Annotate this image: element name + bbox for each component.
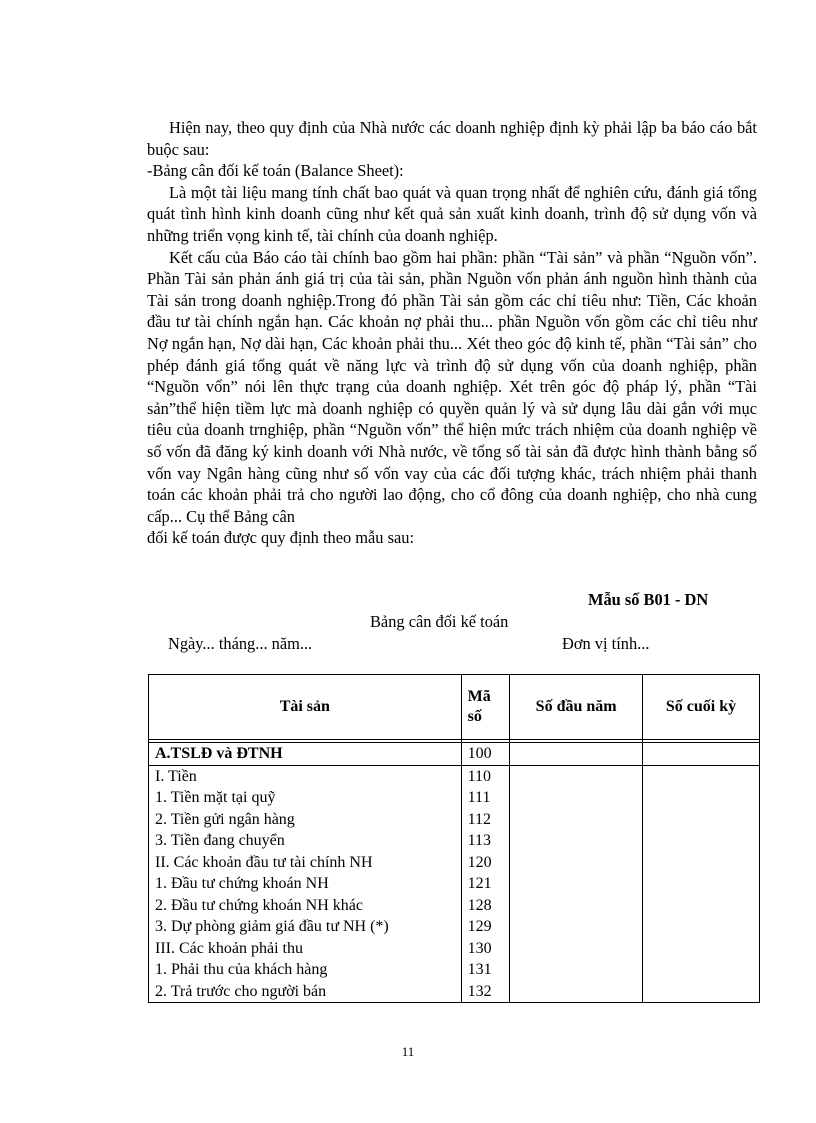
cell-code: 131 bbox=[461, 959, 510, 981]
table-row bbox=[149, 787, 760, 809]
cell-end-of-period bbox=[642, 765, 759, 787]
table-row bbox=[149, 809, 760, 831]
cell-start-of-year bbox=[510, 981, 643, 1003]
header-end-of-period: Số cuối kỳ bbox=[642, 675, 759, 740]
table-row bbox=[149, 959, 760, 981]
paragraph-definition: Là một tài liệu mang tính chất bao quát và quan trọng nhất để nghiên cứu, đánh giá tổng quát tình hình kinh doanh cũng như kết quả sản xuất kinh doanh, trình độ sử dụng vốn và những triển vọng kinh tế, tài chính của doanh nghiệp. bbox=[147, 182, 757, 245]
cell-end-of-period bbox=[642, 787, 759, 809]
table-body bbox=[149, 743, 760, 1003]
cell-start-of-year bbox=[510, 959, 643, 981]
page-number: 11 bbox=[401, 1044, 415, 1059]
cell-start-of-year bbox=[510, 765, 643, 787]
cell-code: 120 bbox=[461, 852, 510, 874]
cell-end-of-period bbox=[642, 916, 759, 938]
cell-start-of-year bbox=[510, 873, 643, 895]
header-code: Mã số bbox=[461, 675, 510, 740]
paragraph-intro: Hiện nay, theo quy định của Nhà nước các doanh nghiệp định kỳ phải lập ba báo cáo bắt buộc sau: bbox=[147, 118, 757, 159]
table-row bbox=[149, 765, 760, 787]
table-row bbox=[149, 743, 760, 766]
cell-code: 100 bbox=[461, 743, 510, 766]
cell-name: 2. Tiền gửi ngân hàng bbox=[149, 809, 462, 831]
table-row bbox=[149, 938, 760, 960]
cell-start-of-year bbox=[510, 743, 643, 766]
header-start-of-year: Số đầu năm bbox=[510, 675, 643, 740]
cell-code: 121 bbox=[461, 873, 510, 895]
paragraph-form-intro: đối kế toán được quy định theo mẫu sau: bbox=[147, 528, 415, 548]
cell-end-of-period bbox=[642, 938, 759, 960]
cell-end-of-period bbox=[642, 981, 759, 1003]
cell-name: I. Tiền bbox=[149, 765, 462, 787]
cell-code: 129 bbox=[461, 916, 510, 938]
table-row bbox=[149, 873, 760, 895]
body-text bbox=[147, 117, 757, 549]
cell-end-of-period bbox=[642, 830, 759, 852]
table-row bbox=[149, 981, 760, 1003]
cell-start-of-year bbox=[510, 809, 643, 831]
cell-code: 132 bbox=[461, 981, 510, 1003]
cell-name: 1. Tiền mặt tại quỹ bbox=[149, 787, 462, 809]
cell-name: 2. Đầu tư chứng khoán NH khác bbox=[149, 895, 462, 917]
cell-start-of-year bbox=[510, 787, 643, 809]
cell-name: 1. Đầu tư chứng khoán NH bbox=[149, 873, 462, 895]
cell-code: 110 bbox=[461, 765, 510, 787]
cell-name: III. Các khoản phải thu bbox=[149, 938, 462, 960]
cell-end-of-period bbox=[642, 959, 759, 981]
form-code: Mẫu số B01 - DN bbox=[588, 590, 709, 609]
cell-code: 112 bbox=[461, 809, 510, 831]
cell-start-of-year bbox=[510, 895, 643, 917]
cell-start-of-year bbox=[510, 916, 643, 938]
cell-start-of-year bbox=[510, 852, 643, 874]
cell-code: 113 bbox=[461, 830, 510, 852]
table-row bbox=[149, 830, 760, 852]
date-line: Ngày... tháng... năm... bbox=[168, 634, 313, 653]
table-title: Bảng cân đối kế toán bbox=[370, 612, 509, 631]
table-header-row bbox=[149, 675, 760, 740]
header-assets: Tài sản bbox=[149, 675, 462, 740]
paragraph-structure: Kết cấu của Báo cáo tài chính bao gồm hai phần: phần “Tài sản” và phần “Nguồn vốn”. Phần Tài sản phản ánh giá trị của tài sản, phần Nguồn vốn phản ánh nguồn hình thành của Tài sản trong doanh nghiệp.Trong đó phần Tài sản gồm các chỉ tiêu như: Tiền, Các khoản đầu tư tài chính ngắn hạn. Các khoản nợ phải thu... phần Nguồn vốn gồm các chỉ tiêu như Nợ ngắn hạn, Nợ dài hạn, Các khoản phải thu... Xét theo góc độ kinh tế, phần “Tài sản” cho phép đánh giá tổng quát về năng lực và trình độ sử dụng vốn của doanh nghiệp, phần “Nguồn vốn” nói lên thực trạng của doanh nghiệp. Xét trên góc độ pháp lý, phần “Tài sản”thể hiện tiềm lực mà doanh nghiệp có quyền quản lý và sử dụng lâu dài gắn với mục tiêu của doanh trnghiệp, phần “Nguồn vốn” thể hiện mức trách nhiệm của doanh nghiệp về số vốn đã đăng ký kinh doanh với Nhà nước, về tổng số tài sản đã được hình thành bằng số vốn vay Ngân hàng cũng như số vốn vay của các đối tượng khác, trách nhiệm phải thanh toán các khoản phải trả cho người lao động, cho cổ đông của doanh nghiệp, cho nhà cung cấp... Cụ thể Bảng cân bbox=[147, 247, 757, 526]
table-row bbox=[149, 852, 760, 874]
cell-name: 3. Tiền đang chuyển bbox=[149, 830, 462, 852]
table-row bbox=[149, 895, 760, 917]
cell-end-of-period bbox=[642, 852, 759, 874]
cell-code: 128 bbox=[461, 895, 510, 917]
balance-sheet-table bbox=[148, 674, 760, 1003]
unit-line: Đơn vị tính... bbox=[562, 634, 650, 653]
cell-name: 1. Phải thu của khách hàng bbox=[149, 959, 462, 981]
cell-name: A.TSLĐ và ĐTNH bbox=[149, 743, 462, 766]
cell-name: 2. Trả trước cho người bán bbox=[149, 981, 462, 1003]
cell-end-of-period bbox=[642, 873, 759, 895]
cell-end-of-period bbox=[642, 809, 759, 831]
cell-code: 130 bbox=[461, 938, 510, 960]
cell-end-of-period bbox=[642, 743, 759, 766]
cell-name: 3. Dự phòng giảm giá đầu tư NH (*) bbox=[149, 916, 462, 938]
paragraph-balance-sheet-heading: -Bảng cân đối kế toán (Balance Sheet): bbox=[147, 161, 404, 181]
cell-start-of-year bbox=[510, 830, 643, 852]
cell-code: 111 bbox=[461, 787, 510, 809]
cell-start-of-year bbox=[510, 938, 643, 960]
cell-end-of-period bbox=[642, 895, 759, 917]
table-row bbox=[149, 916, 760, 938]
cell-name: II. Các khoản đầu tư tài chính NH bbox=[149, 852, 462, 874]
